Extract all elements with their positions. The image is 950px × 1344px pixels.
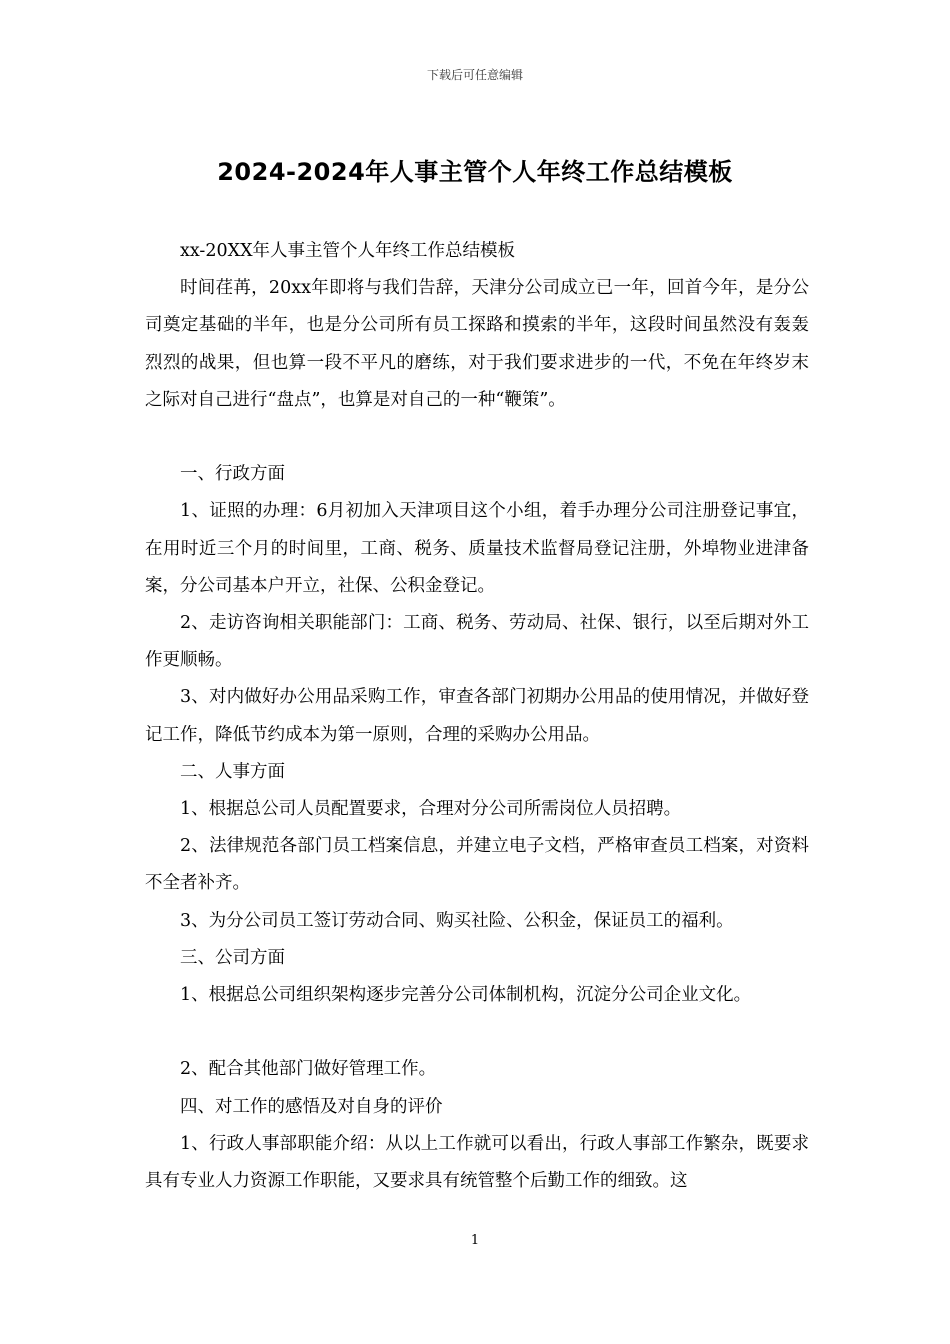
subtitle-paragraph: xx-20XX年人事主管个人年终工作总结模板	[180, 241, 516, 261]
admin-item-3: 3、对内做好办公用品采购工作，审查各部门初期办公用品的使用情况，并做好登记工作，降低节约成本为第一原则，合理的采购办公用品。	[145, 687, 809, 745]
company-item-1: 1、根据总公司组织架构逐步完善分公司体制机构，沉淀分公司企业文化。	[180, 985, 752, 1006]
intro-paragraph: 时间荏苒，20xx年即将与我们告辞，天津分公司成立已一年，回首今年，是分公司奠定基础的半年，也是分公司所有员工探路和摸索的半年，这段时间虽然没有轰轰烈烈的战果，但也算一段不平凡的磨练，对于我们要求进步的一代，不免在年终岁末之际对自己进行“盘点”，也算是对自己的一种“鞭策”。	[145, 278, 809, 410]
blank-line	[145, 419, 809, 456]
header-note: 下载后可任意编辑	[426, 68, 523, 82]
section-heading-reflection: 四、对工作的感悟及对自身的评价	[180, 1096, 443, 1117]
hr-item-3: 3、为分公司员工签订劳动合同、购买社险、公积金，保证员工的福利。	[180, 910, 734, 931]
admin-item-1: 1、证照的办理：6月初加入天津项目这个小组，着手办理分公司注册登记事宜，在用时近三个月的时间里，工商、税务、质量技术监督局登记注册，外埠物业进津备案，分公司基本户开立，社保、公积金登记。	[145, 501, 809, 596]
page-number: 1	[470, 1233, 480, 1248]
section-heading-company: 三、公司方面	[180, 947, 285, 968]
document-body	[145, 233, 809, 1200]
section-heading-admin: 一、行政方面	[180, 464, 285, 485]
company-item-2: 2、配合其他部门做好管理工作。	[180, 1059, 437, 1080]
admin-item-2: 2、走访咨询相关职能部门：工商、税务、劳动局、社保、银行，以至后期对外工作更顺畅。	[145, 613, 809, 671]
reflection-item-1: 1、行政人事部职能介绍：从以上工作就可以看出，行政人事部工作繁杂，既要求具有专业人力资源工作职能，又要求具有统管整个后勤工作的细致。这	[145, 1133, 809, 1192]
hr-item-2: 2、法律规范各部门员工档案信息，并建立电子文档，严格审查员工档案，对资料不全者补齐。	[145, 836, 809, 894]
hr-item-1: 1、根据总公司人员配置要求，合理对分公司所需岗位人员招聘。	[180, 799, 682, 820]
blank-line	[145, 1014, 809, 1051]
section-heading-hr: 二、人事方面	[180, 761, 285, 782]
document-title: 2024-2024年人事主管个人年终工作总结模板	[217, 158, 733, 186]
